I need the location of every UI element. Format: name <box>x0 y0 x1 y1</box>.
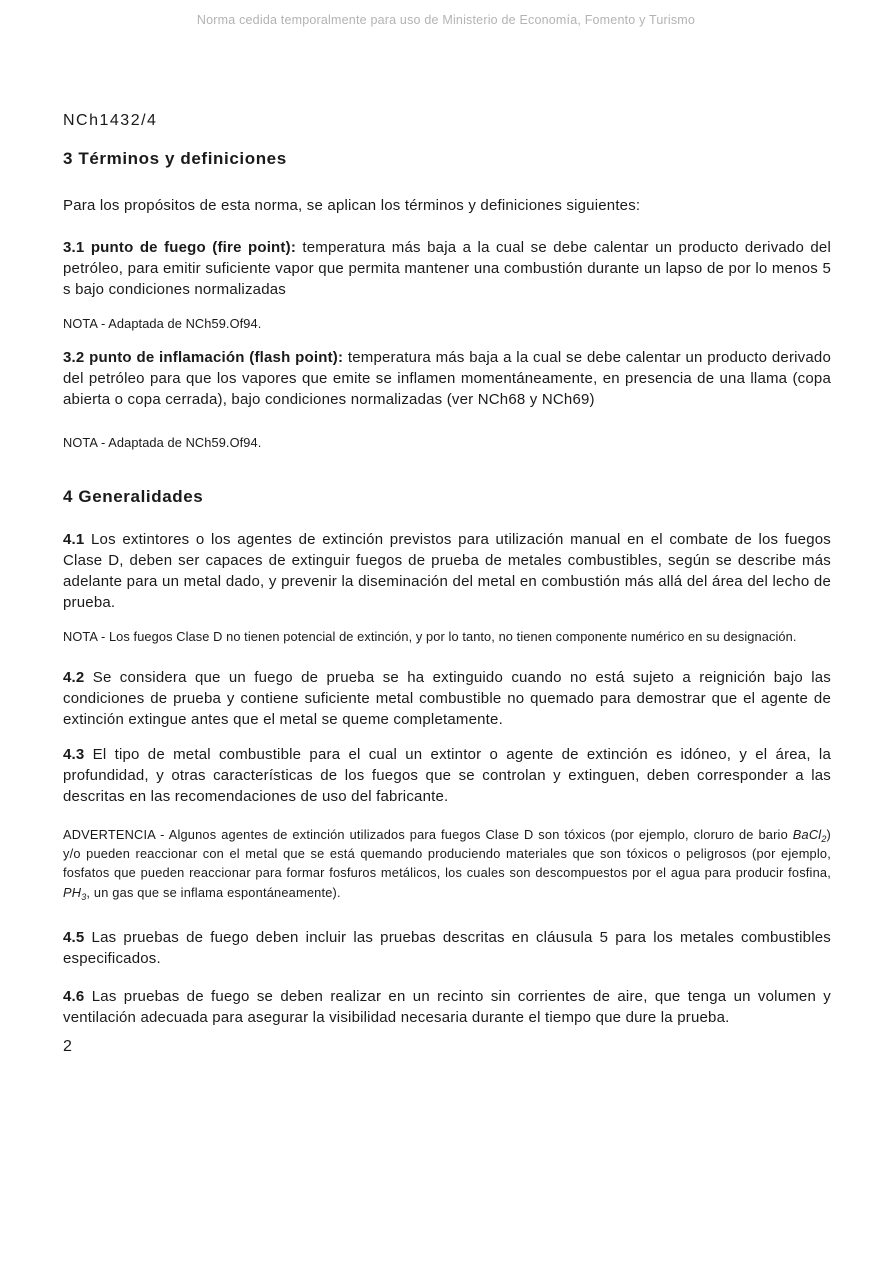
page-number: 2 <box>63 1037 72 1055</box>
paragraph-4-3 <box>63 744 831 807</box>
paragraph-4-5-number: 4.5 <box>63 928 85 946</box>
paragraph-3-1-term: 3.1 punto de fuego (fire point): <box>63 239 297 256</box>
document-code: NCh1432/4 <box>63 112 158 129</box>
paragraph-4-1-text: Los extintores o los agentes de extinción previstos para utilización manual en el combate de los fuegos Clase D, deben ser capaces de extinguir fuegos de prueba de metales combustibles, según se describe más adelante para un metal dado, y prevenir la diseminación del metal en combustión más allá del área del lecho de prueba. <box>63 531 831 611</box>
paragraph-4-1-number: 4.1 <box>63 531 85 548</box>
paragraph-4-5 <box>63 927 831 969</box>
paragraph-4-5-text: Las pruebas de fuego deben incluir las pruebas descritas en cláusula 5 para los metales combustibles especificados. <box>63 928 831 967</box>
paragraph-4-3-text: El tipo de metal combustible para el cual un extintor o agente de extinción es idóneo, y el área, la profundidad, y otras características de los fuegos que se controlan y extinguen, deben corresponder a las descritas en las recomendaciones de uso del fabricante. <box>63 746 831 805</box>
section-3-heading: 3 Términos y definiciones <box>63 149 287 168</box>
paragraph-4-2-text: Se considera que un fuego de prueba se ha extinguido cuando no está sujeto a reignición bajo las condiciones de prueba y contiene suficiente metal combustible no quemado para demostrar que el agente de extinción extingue antes que el metal se queme completamente. <box>63 669 831 728</box>
paragraph-3-2 <box>63 347 831 410</box>
paragraph-3-1-definition: temperatura más baja a la cual se debe calentar un producto derivado del petróleo, para emitir suficiente vapor que permita mantener una combustión durante un lapso de por lo menos 5 s bajo condiciones normalizadas <box>63 239 831 298</box>
paragraph-3-2-definition: temperatura más baja a la cual se debe calentar un producto derivado del petróleo para que los vapores que emite se inflamen momentáneamente, en presencia de una llama (copa abierta o copa cerrada), bajo condiciones normalizadas (ver NCh68 y NCh69) <box>63 349 831 408</box>
paragraph-4-6-number: 4.6 <box>63 987 85 1005</box>
section-3-intro-paragraph: Para los propósitos de esta norma, se aplican los términos y definiciones siguientes: <box>63 197 641 214</box>
note-4-1: NOTA - Los fuegos Clase D no tienen potencial de extinción, y por lo tanto, no tienen componente numérico en su designación. <box>63 629 797 644</box>
paragraph-3-2-term: 3.2 punto de inflamación (flash point): <box>63 349 344 366</box>
warning-paragraph: ADVERTENCIA - Algunos agentes de extinción utilizados para fuegos Clase D son tóxicos (por ejemplo, cloruro de bario BaCl$_2$) y/o pueden reaccionar con el metal que se está quemando produciendo materiales que son tóxicos o peligrosos (por ejemplo, fosfatos que pueden reaccionar para formar fosfuros metálicos, los cuales son descompuestos por el agua para producir fosfina, $PH_3$, un gas que se inflama espontáneamente). <box>63 827 831 902</box>
paragraph-4-6-text: Las pruebas de fuego se deben realizar en un recinto sin corrientes de aire, que tenga un volumen y ventilación adecuada para asegurar la visibilidad necesaria durante el tiempo que dure la prueba. <box>63 987 831 1026</box>
paragraph-3-1 <box>63 237 831 300</box>
paragraph-4-3-number: 4.3 <box>63 746 85 763</box>
section-4-heading: 4 Generalidades <box>63 487 204 506</box>
paragraph-4-2-number: 4.2 <box>63 669 85 686</box>
watermark-header: Norma cedida temporalmente para uso de Ministerio de Economía, Fomento y Turismo <box>196 13 696 27</box>
document-page <box>63 0 831 1056</box>
paragraph-4-6 <box>63 986 831 1028</box>
paragraph-4-1 <box>63 529 831 613</box>
paragraph-4-2 <box>63 667 831 730</box>
note-3-2: NOTA - Adaptada de NCh59.Of94. <box>63 435 262 450</box>
note-3-1: NOTA - Adaptada de NCh59.Of94. <box>63 316 262 331</box>
